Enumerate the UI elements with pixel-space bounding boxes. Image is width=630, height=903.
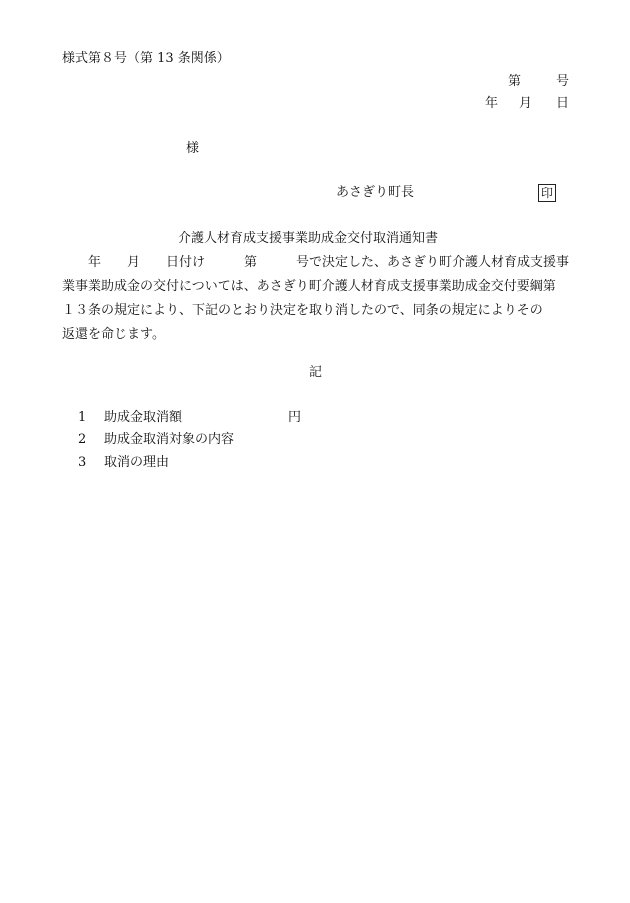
addressee-suffix: 様 (186, 141, 200, 156)
doc-number-go: 号 (556, 74, 570, 89)
body-paragraph (62, 251, 580, 347)
list-item (78, 411, 182, 424)
list-item (78, 433, 234, 446)
item-label: 助成金取消対象の内容 (104, 432, 235, 447)
list-item (78, 456, 169, 469)
date-year: 年 (485, 96, 499, 111)
item-number: 2 (78, 432, 87, 447)
date-day: 日 (556, 96, 570, 111)
form-number: 様式第８号（第 13 条関係） (62, 51, 230, 66)
seal-stamp: 印 (538, 184, 556, 202)
item-number: 3 (78, 455, 87, 470)
yen-unit: 円 (288, 410, 302, 425)
ki-heading: 記 (309, 365, 323, 380)
issuer-name: あさぎり町長 (336, 185, 415, 200)
date-month: 月 (519, 96, 533, 111)
item-label: 取消の理由 (104, 455, 170, 470)
item-number: 1 (78, 410, 87, 425)
doc-number-dai: 第 (508, 74, 522, 89)
body-line: 返還を命じます。 (62, 327, 165, 342)
body-line: １３条の規定により、下記のとおり決定を取り消したので、同条の規定によりその (62, 303, 543, 318)
body-line: 年 月 日付け 第 号で決定した、あさぎり町介護人材育成支援事 (62, 255, 570, 270)
document-title: 介護人材育成支援事業助成金交付取消通知書 (178, 231, 439, 246)
body-line: 業事業助成金の交付については、あさぎり町介護人材育成支援事業助成金交付要綱第 (62, 279, 556, 294)
item-label: 助成金取消額 (104, 410, 183, 425)
